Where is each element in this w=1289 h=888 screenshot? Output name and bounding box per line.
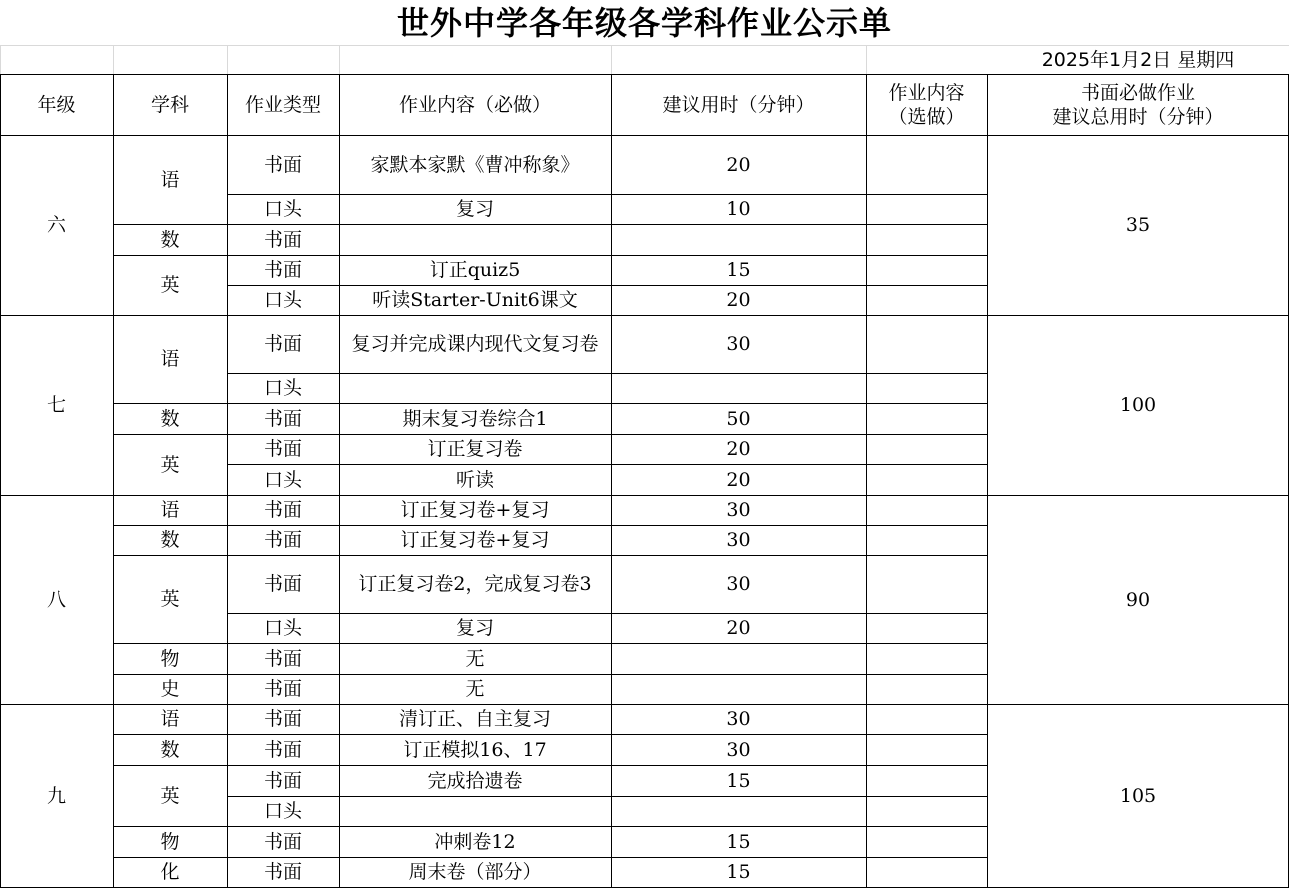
task-time: 30	[726, 333, 751, 355]
grade-total: 90	[1125, 588, 1151, 611]
task-type: 书面	[263, 333, 302, 355]
task-optional	[866, 194, 987, 224]
subject-name: 数	[160, 738, 180, 761]
header-optional	[866, 74, 987, 135]
task-optional	[866, 224, 987, 255]
task-optional	[866, 434, 987, 464]
grid-line	[866, 74, 867, 888]
header-optional-line1: 作业内容	[888, 81, 965, 104]
task-optional	[866, 826, 987, 857]
task-time: 50	[726, 407, 751, 430]
page-title: 世外中学各年级各学科作业公示单	[396, 4, 892, 42]
task-time	[611, 373, 866, 403]
grid-line	[0, 135, 1289, 136]
task-content: 无	[465, 647, 485, 670]
subject-name: 英	[160, 453, 180, 476]
task-content: 期末复习卷综合1	[402, 407, 548, 430]
task-type: 书面	[263, 529, 302, 551]
task-type: 口头	[263, 198, 302, 220]
task-content	[339, 373, 611, 403]
task-optional	[866, 765, 987, 796]
subject-name: 化	[160, 861, 180, 883]
task-optional	[866, 495, 987, 525]
task-type: 书面	[263, 499, 302, 521]
task-content: 周末卷（部分）	[408, 861, 542, 883]
header-type: 作业类型	[244, 93, 321, 116]
subject-name: 英	[160, 274, 180, 296]
task-type: 书面	[263, 738, 302, 761]
task-content: 订正模拟16、17	[403, 738, 547, 761]
subject-name: 语	[160, 499, 180, 521]
task-optional	[866, 135, 987, 194]
task-type: 口头	[263, 289, 302, 311]
header-time: 建议用时（分钟）	[662, 93, 815, 116]
task-content: 复习	[455, 617, 494, 639]
subject-name: 数	[160, 529, 180, 551]
grid-line	[339, 46, 340, 74]
task-time: 30	[726, 738, 751, 761]
grid-line	[611, 46, 612, 74]
header-total	[987, 74, 1289, 135]
header-grade: 年级	[37, 93, 76, 116]
task-type: 书面	[263, 861, 302, 883]
task-type: 书面	[263, 407, 302, 430]
grade-name: 七	[46, 394, 66, 416]
task-type: 口头	[263, 468, 302, 491]
task-optional	[866, 255, 987, 285]
task-content: 无	[465, 678, 485, 700]
subject-name: 英	[160, 588, 180, 610]
task-optional	[866, 285, 987, 315]
task-type: 书面	[263, 678, 302, 700]
subject-name: 语	[160, 168, 180, 191]
task-time: 20	[726, 438, 751, 460]
task-type: 书面	[263, 228, 302, 251]
task-content: 订正复习卷+复习	[400, 529, 550, 551]
task-optional	[866, 643, 987, 674]
task-time: 30	[726, 499, 751, 521]
subject-name: 语	[160, 708, 180, 730]
grid-line	[987, 74, 988, 888]
grade-name: 九	[46, 784, 66, 807]
task-optional	[866, 704, 987, 734]
grid-line	[0, 74, 1289, 75]
task-time: 20	[726, 468, 751, 491]
grid-line	[113, 74, 114, 888]
task-optional	[866, 373, 987, 403]
grade-total: 105	[1119, 784, 1157, 807]
task-time: 30	[726, 573, 751, 595]
task-content: 听读	[455, 468, 494, 491]
task-content: 订正复习卷+复习	[400, 499, 550, 521]
task-time: 10	[726, 198, 751, 220]
task-type: 口头	[263, 617, 302, 639]
task-type: 书面	[263, 438, 302, 460]
grid-line	[611, 74, 612, 888]
task-content: 订正quiz5	[429, 259, 521, 281]
task-time	[611, 224, 866, 255]
subject-name: 英	[160, 784, 180, 807]
task-time	[611, 643, 866, 674]
grid-line	[227, 46, 228, 74]
grid-line	[113, 46, 114, 74]
task-type: 书面	[263, 769, 302, 792]
grade-total: 35	[1125, 214, 1151, 236]
task-time	[611, 674, 866, 704]
grid-line	[339, 74, 340, 888]
task-time: 20	[726, 617, 751, 639]
grade-name: 八	[46, 588, 66, 611]
task-time: 15	[726, 830, 751, 853]
grid-line	[866, 46, 867, 74]
task-content: 复习	[455, 198, 494, 220]
task-optional	[866, 464, 987, 495]
date-label: 2025年1月2日 星期四	[1041, 49, 1235, 71]
task-type: 书面	[263, 153, 302, 176]
subject-name: 数	[160, 407, 180, 430]
header-content: 作业内容（必做）	[398, 93, 551, 116]
task-time: 20	[726, 289, 751, 311]
header-total-line1: 书面必做作业	[1080, 81, 1195, 104]
task-content	[339, 796, 611, 826]
task-time: 15	[726, 861, 751, 883]
header-optional-line2: （选做）	[888, 105, 965, 128]
task-type: 口头	[263, 800, 302, 822]
task-content: 冲刺卷12	[434, 830, 516, 853]
grid-line	[0, 45, 1289, 46]
task-time: 15	[726, 769, 751, 792]
subject-name: 数	[160, 228, 180, 251]
subject-name: 物	[160, 647, 180, 670]
task-optional	[866, 403, 987, 434]
header-total-line2: 建议总用时（分钟）	[1052, 105, 1224, 128]
subject-name: 语	[160, 348, 180, 370]
task-time: 30	[726, 529, 751, 551]
grid-line	[0, 46, 1, 74]
task-type: 书面	[263, 830, 302, 853]
task-optional	[866, 796, 987, 826]
task-content: 复习并完成课内现代文复习卷	[351, 333, 599, 355]
task-type: 书面	[263, 573, 302, 595]
task-optional	[866, 674, 987, 704]
task-type: 口头	[263, 377, 302, 399]
task-time: 20	[726, 153, 751, 176]
task-content: 听读Starter-Unit6课文	[372, 289, 578, 311]
task-optional	[866, 315, 987, 373]
task-time: 30	[726, 708, 751, 730]
task-content	[339, 224, 611, 255]
task-optional	[866, 525, 987, 555]
grade-name: 六	[46, 214, 66, 236]
task-type: 书面	[263, 647, 302, 670]
task-content: 家默本家默《曹冲称象》	[370, 153, 580, 176]
task-content: 清订正、自主复习	[398, 708, 551, 730]
task-optional	[866, 857, 987, 887]
task-content: 完成拾遗卷	[427, 769, 523, 792]
grade-total: 100	[1119, 394, 1157, 416]
task-content: 订正复习卷	[427, 438, 523, 460]
grid-line	[0, 74, 1, 888]
grid-line	[227, 74, 228, 888]
task-type: 书面	[263, 259, 302, 281]
task-type: 书面	[263, 708, 302, 730]
subject-name: 史	[160, 678, 180, 700]
task-time: 15	[726, 259, 751, 281]
task-optional	[866, 734, 987, 765]
subject-name: 物	[160, 830, 180, 853]
task-optional	[866, 613, 987, 643]
task-optional	[866, 555, 987, 613]
task-content: 订正复习卷2，完成复习卷3	[358, 573, 592, 595]
header-subject: 学科	[150, 93, 189, 116]
task-time	[611, 796, 866, 826]
